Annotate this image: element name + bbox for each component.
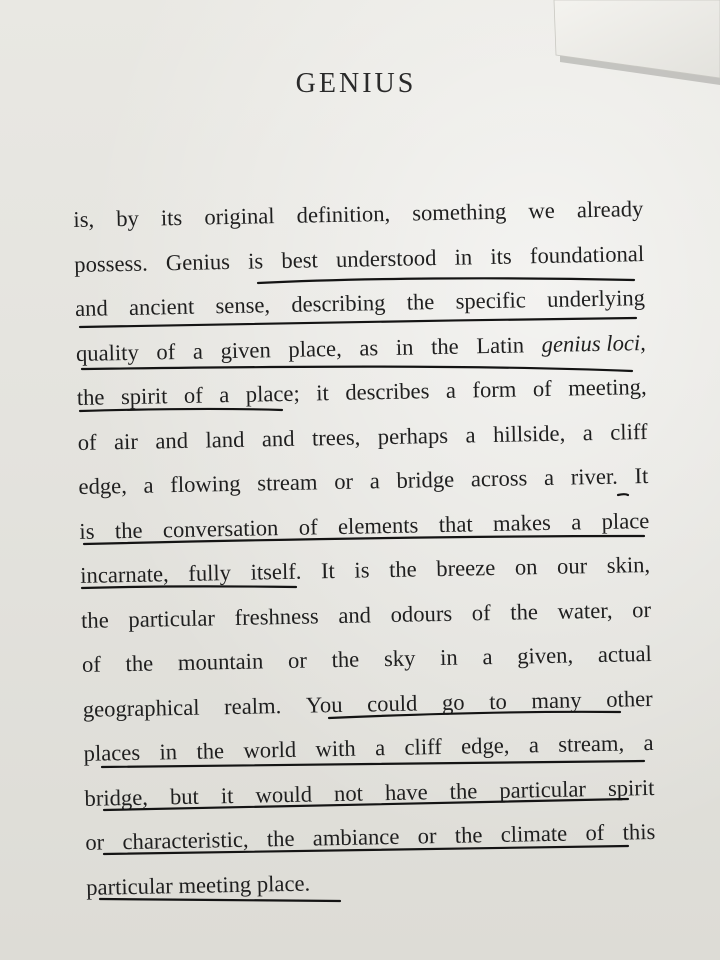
word: best [281,246,319,273]
word: spirit [120,383,168,410]
word: characteristic, [122,826,249,855]
word: the [406,289,435,315]
word: bridge [396,466,455,493]
folded-paper-corner [550,0,720,85]
word: or [85,829,105,855]
word: is [79,518,95,544]
word: particular [128,604,216,632]
word: of [81,651,102,677]
word: perhaps [377,422,449,449]
word: edge, [460,732,510,759]
word: a [192,338,204,364]
word: odours [390,600,453,627]
word: definition, [296,200,391,228]
word: fully [188,560,232,586]
word: our [556,553,588,579]
word: world [243,736,297,763]
word: a [543,464,555,491]
word: a [465,421,476,448]
word: Latin [476,331,525,358]
word: air [113,428,139,454]
word: but [169,783,200,809]
word: it [315,380,330,406]
word: specific [455,287,527,314]
word: a [482,644,493,670]
word: or [417,823,437,849]
word: It [634,463,649,489]
word: a [445,377,457,403]
line-text: particular meeting place. [85,870,311,900]
word: quality [75,339,139,366]
word: cliff [404,734,442,760]
word: particular [499,775,587,803]
word: water, [557,597,613,624]
word: geographical [82,694,200,722]
word: understood [335,244,437,272]
word: a [219,382,230,408]
word: this [622,818,656,845]
word: ambiance [312,823,400,851]
word: the [510,598,539,625]
word: or [631,596,652,622]
word: Genius [165,248,231,275]
word: It [320,558,336,584]
word: a [374,735,386,761]
word: land [205,426,245,452]
word: spirit [607,774,655,801]
word: a [143,472,154,498]
word: the [388,556,417,582]
word: its [160,204,183,231]
word: place; [245,380,300,407]
word: to [488,688,507,714]
word: place [601,507,650,534]
word: of [471,599,491,625]
word: actual [597,640,653,668]
word: is [354,557,370,583]
word: have [384,778,428,805]
word: that [438,510,473,537]
word: foundational [529,240,645,268]
word: is, [73,206,95,232]
word: other [605,685,653,712]
word: the [266,825,295,852]
word: its [490,243,512,269]
word: flowing [170,470,241,498]
word: trees, [311,424,361,450]
word: itself. [250,558,302,585]
word: and [155,427,189,453]
word: describes [345,378,430,405]
word: and [74,295,108,321]
word: original [204,203,275,230]
word: breeze [436,554,496,582]
body-text [73,187,657,910]
word: of [77,429,97,455]
word: is [247,247,264,274]
word: already [576,196,644,223]
word: sky [383,645,416,672]
word: could [366,689,418,716]
word: a [528,732,540,758]
word: many [531,686,582,713]
word: underlying [546,285,646,312]
word: with [315,735,356,762]
word: the [454,822,483,848]
word: and [338,601,372,628]
word: of [532,375,552,402]
word: a [643,729,654,756]
word: a [369,468,380,494]
word: something [411,198,507,226]
text-line-16 [86,854,657,909]
word: meeting, [567,374,647,401]
word: or [333,468,354,495]
word: we [528,197,555,224]
word: given, [516,642,574,669]
word: places [83,739,141,766]
word: in [439,644,458,671]
word: of [585,819,605,846]
word: the [430,333,459,359]
word: sense, [215,292,271,319]
word: on [514,554,538,580]
word: stream, [557,730,625,757]
word: the [449,777,478,804]
word: of [183,382,203,408]
word: possess. [74,250,148,277]
word: freshness [234,602,319,630]
word: the [114,517,143,543]
word: incarnate, [80,561,169,588]
word: by [115,205,140,232]
word: in [395,333,414,360]
word: conversation [162,514,279,542]
word: edge, [78,473,128,499]
word: as [359,334,379,361]
word: a [582,419,593,445]
page-title: GENIUS [295,68,417,99]
word: skin, [606,551,651,578]
word: the [196,738,225,764]
word: a [570,508,582,534]
word: would [255,781,313,808]
word: and [261,425,295,451]
word: the [76,384,105,410]
word: go [441,689,465,715]
word: the [80,606,109,633]
word: mountain [177,648,264,676]
word: climate [500,820,568,847]
word: given [220,336,271,363]
word: not [333,780,364,806]
italic-phrase: genius loci, [541,329,647,357]
word: describing [291,290,386,317]
word: bridge, [84,784,149,811]
word: it [220,782,234,808]
word: across [470,465,528,492]
word: place, [288,335,342,362]
word: ancient [128,293,195,320]
word: cliff [610,418,648,445]
word: makes [492,509,551,536]
word: in [454,243,473,270]
word: stream [257,469,318,496]
word: river. [570,463,619,490]
word: in [159,739,178,765]
word: the [125,650,154,677]
word: of [156,338,176,364]
word: realm. [223,692,282,719]
word: form [472,376,517,403]
word: of [298,513,318,540]
word: hillside, [492,420,566,447]
word: the [331,646,360,673]
word: elements [337,511,419,539]
word: or [287,647,308,673]
word: You [305,691,343,718]
